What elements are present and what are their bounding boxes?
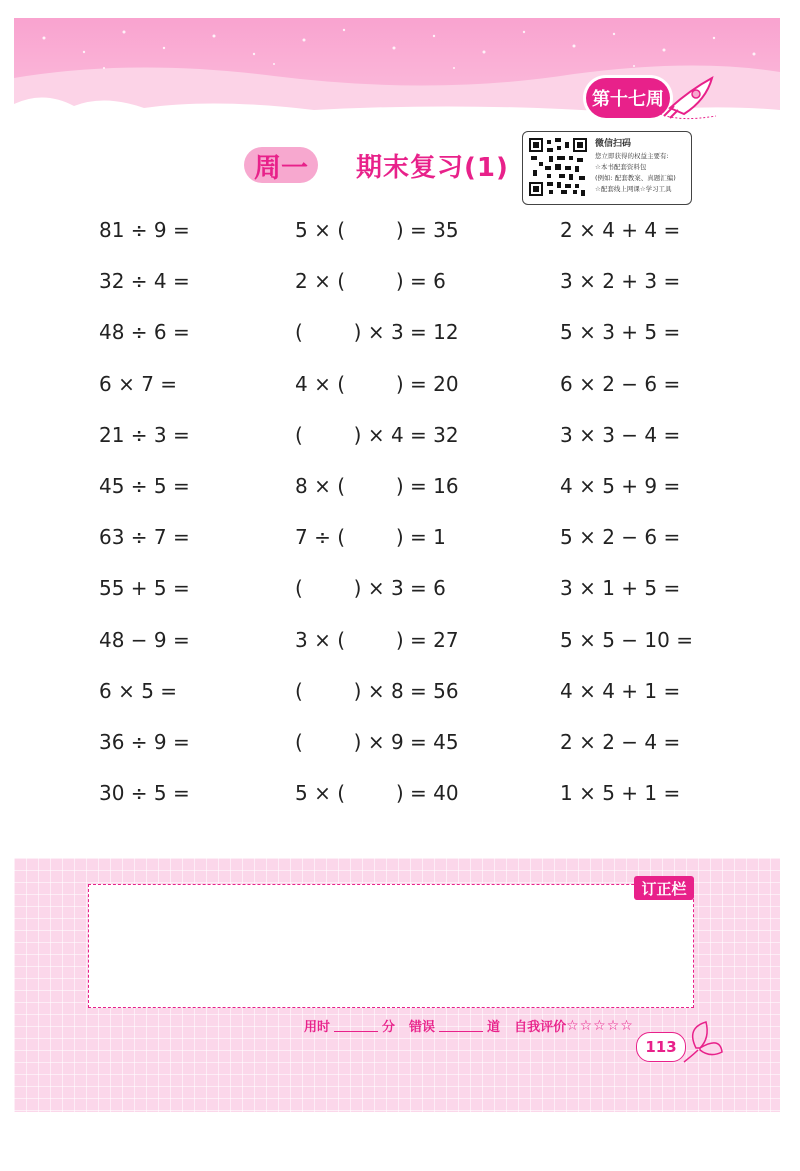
page-number: 113 bbox=[636, 1032, 686, 1062]
qr-line: ☆本书配套资料包 bbox=[595, 163, 647, 171]
self-eval-label: 自我评价 bbox=[514, 1020, 567, 1035]
week-badge: 第十七周 bbox=[586, 78, 670, 118]
problem-item: 4 × 5 + 9 = bbox=[560, 474, 681, 498]
problem-item[interactable]: 5 × ( ) = 35 bbox=[295, 218, 459, 242]
problem-item: 21 ÷ 3 = bbox=[99, 422, 190, 447]
error-label: 错误 bbox=[409, 1020, 436, 1035]
problem-item: 6 × 5 = bbox=[99, 678, 178, 703]
rating-stars[interactable]: ☆☆☆☆☆ bbox=[566, 1017, 634, 1034]
problem-item: 3 × 2 + 3 = bbox=[560, 269, 681, 294]
correction-area[interactable] bbox=[88, 884, 694, 1008]
problem-item: 1 × 5 + 1 = bbox=[560, 781, 681, 806]
problem-item: 48 − 9 = bbox=[99, 627, 190, 652]
problem-item: 2 × 2 − 4 = bbox=[560, 730, 681, 754]
error-blank[interactable] bbox=[439, 1019, 483, 1032]
problem-item: 81 ÷ 9 = bbox=[99, 218, 190, 242]
page-title bbox=[244, 146, 509, 184]
problem-item: 2 × 4 + 4 = bbox=[560, 218, 681, 242]
qr-description bbox=[595, 138, 687, 195]
problem-item: 55 + 5 = bbox=[99, 576, 190, 601]
question-unit: 道 bbox=[487, 1020, 501, 1035]
problem-item: 3 × 3 − 4 = bbox=[560, 422, 681, 447]
problem-item: 30 ÷ 5 = bbox=[99, 781, 190, 806]
qr-line: 您立即获得的权益主要有: bbox=[595, 152, 669, 160]
rocket-icon bbox=[660, 70, 720, 120]
problem-item: 6 × 7 = bbox=[99, 371, 178, 396]
problem-item: 4 × 4 + 1 = bbox=[560, 678, 681, 703]
time-label: 用时 bbox=[304, 1020, 331, 1035]
day-label: 周一 bbox=[244, 147, 318, 183]
title-text: 期末复习(1) bbox=[356, 152, 509, 183]
minute-unit: 分 bbox=[382, 1020, 396, 1035]
problem-item: 63 ÷ 7 = bbox=[99, 525, 190, 550]
problem-item[interactable]: ( ) × 3 = 12 bbox=[295, 320, 459, 345]
problem-item: 3 × 1 + 5 = bbox=[560, 576, 681, 601]
problem-item: 6 × 2 − 6 = bbox=[560, 371, 681, 396]
problem-item[interactable]: 8 × ( ) = 16 bbox=[295, 474, 459, 498]
problem-item[interactable]: 7 ÷ ( ) = 1 bbox=[295, 525, 446, 550]
problem-item: 5 × 5 − 10 = bbox=[560, 627, 693, 652]
problem-item[interactable]: ( ) × 3 = 6 bbox=[295, 576, 446, 601]
correction-label: 订正栏 bbox=[634, 876, 694, 900]
problem-item: 36 ÷ 9 = bbox=[99, 730, 190, 754]
problem-item[interactable]: 4 × ( ) = 20 bbox=[295, 371, 459, 396]
qr-panel bbox=[522, 131, 692, 205]
problem-item[interactable]: 3 × ( ) = 27 bbox=[295, 627, 459, 652]
qr-heading: 微信扫码 bbox=[595, 139, 632, 149]
problem-item[interactable]: ( ) × 4 = 32 bbox=[295, 422, 459, 447]
problem-item[interactable]: 2 × ( ) = 6 bbox=[295, 269, 446, 294]
qr-line: (例如: 配套教案、真题汇编) bbox=[595, 174, 676, 182]
problem-item: 48 ÷ 6 = bbox=[99, 320, 190, 345]
butterfly-icon bbox=[676, 1018, 726, 1066]
problem-item: 32 ÷ 4 = bbox=[99, 269, 190, 294]
problem-item: 45 ÷ 5 = bbox=[99, 474, 190, 498]
self-check-row bbox=[304, 1016, 634, 1035]
qr-code-icon bbox=[529, 138, 587, 196]
time-blank[interactable] bbox=[334, 1019, 378, 1032]
qr-line: ☆配套线上网课☆学习工具 bbox=[595, 185, 672, 193]
problem-item[interactable]: 5 × ( ) = 40 bbox=[295, 781, 459, 806]
problem-item: 5 × 2 − 6 = bbox=[560, 525, 681, 550]
problem-item[interactable]: ( ) × 9 = 45 bbox=[295, 730, 459, 754]
problem-item: 5 × 3 + 5 = bbox=[560, 320, 681, 345]
problem-item[interactable]: ( ) × 8 = 56 bbox=[295, 678, 459, 703]
